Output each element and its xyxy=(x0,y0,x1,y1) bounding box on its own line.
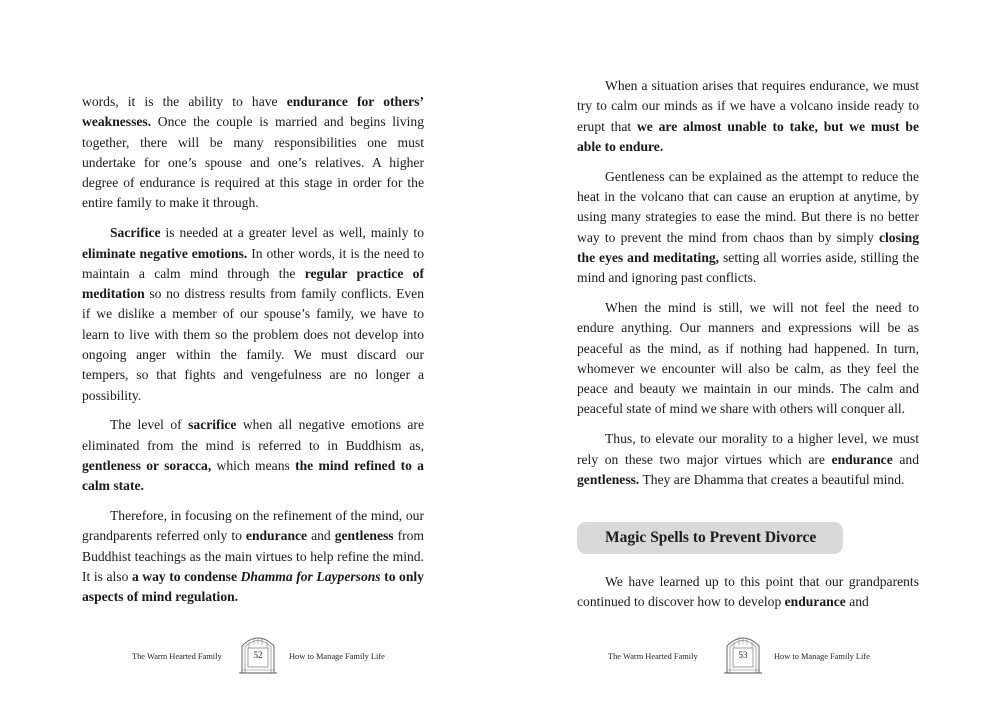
body-text: which means xyxy=(211,458,296,474)
bold-text: a way to condense xyxy=(131,569,241,585)
body-text: When the mind is still, we will not feel the need to endure anything. Our manners and expressions will be as peaceful as the mind, as if nothing had happened. In turn, whomever we encounter will also be calm, as they feel the peace and beauty we maintain in our minds. The calm and peaceful state of mind we share with others will conquer all. xyxy=(577,299,919,417)
bold-text: sacrifice xyxy=(188,417,237,433)
body-text: so no distress results from family conflicts. Even if we dislike a member of our spouse’s family, we have to learn to live with them so the problem does not develop into ongoing anger within the family. We must discard our tempers, so that fights and vengefulness are no longer a possibility. xyxy=(82,286,424,403)
paragraph xyxy=(82,92,424,214)
page-number-emblem xyxy=(724,632,762,674)
left-text-column xyxy=(82,92,424,617)
page-number-emblem xyxy=(239,632,277,674)
left-footer xyxy=(0,632,500,676)
paragraph xyxy=(82,415,424,496)
page-number: 53 xyxy=(738,650,748,660)
paragraph xyxy=(577,429,919,490)
paragraph xyxy=(82,223,424,406)
body-text: In other words, it is the need to maintain a calm mind through the xyxy=(82,245,424,281)
body-text: Therefore, in focusing on the refinement of the mind, our grandparents referred only to xyxy=(82,508,424,544)
paragraph xyxy=(577,76,919,157)
paragraph xyxy=(577,572,919,613)
body-text: and xyxy=(892,451,920,467)
bold-text: closing the eyes and meditating, xyxy=(577,229,919,265)
footer-book-title: The Warm Hearted Family xyxy=(132,652,222,661)
right-page xyxy=(500,0,1000,707)
body-text: Gentleness can be explained as the attempt to reduce the heat in the volcano that can cause an eruption at anytime, by using many strategies to ease the mind. But there is no better way to prevent the mind from chaos than by simply xyxy=(577,168,919,245)
bold-text: endurance xyxy=(245,528,308,544)
bold-text: the mind refined to a calm state. xyxy=(82,458,424,494)
bold-text: gentleness. xyxy=(577,471,640,487)
body-text: from Buddhist teachings as the main virtues to help refine the mind. It is also xyxy=(82,528,425,585)
bold-text: regular practice of meditation xyxy=(82,265,424,302)
body-text: Thus, to elevate our morality to a higher level, we must rely on these two major virtues which are xyxy=(577,431,919,467)
body-text: is needed at a greater level as well, mainly to xyxy=(160,225,424,241)
bold-text: endurance for others’ weaknesses. xyxy=(82,94,424,130)
body-text: Once the couple is married and begins living together, there will be many responsibilities one must undertake for one’s spouse and one’s relatives. A higher degree of endurance is required at this stage in order for the entire family to make it through. xyxy=(82,114,424,211)
body-text: and xyxy=(845,594,869,610)
bold-text: gentleness or soracca, xyxy=(82,458,212,474)
body-text: We have learned up to this point that our grandparents continued to discover how to develop xyxy=(577,574,919,610)
body-text: The level of xyxy=(110,417,189,433)
bold-text: eliminate negative emotions. xyxy=(82,245,248,261)
bold-text: endurance xyxy=(784,594,846,610)
body-text: When a situation arises that requires endurance, we must try to calm our minds as if we have a volcano inside ready to erupt that xyxy=(577,78,919,134)
body-text: setting all worries aside, stilling the mind and ignoring past conflicts. xyxy=(577,249,919,286)
body-text: and xyxy=(307,528,335,544)
page-number: 52 xyxy=(253,650,263,660)
bold-text: gentleness xyxy=(334,528,394,544)
paragraph xyxy=(577,167,919,289)
right-footer xyxy=(500,632,1000,676)
paragraph xyxy=(82,506,424,607)
bold-text: Dhamma for Laypersons xyxy=(240,569,381,585)
body-text: words, it is the ability to have xyxy=(82,94,287,109)
footer-book-title: The Warm Hearted Family xyxy=(608,652,698,661)
section-heading: Magic Spells to Prevent Divorce xyxy=(577,522,843,554)
bold-text: Sacrifice xyxy=(110,225,161,241)
body-text: when all negative emotions are eliminated from the mind is referred to in Buddhism as, xyxy=(82,417,424,453)
footer-chapter-title: How to Manage Family Life xyxy=(289,652,385,661)
body-text: They are Dhamma that creates a beautiful mind. xyxy=(639,471,905,487)
paragraph xyxy=(577,298,919,420)
bold-text: endurance xyxy=(831,451,893,467)
bold-text: to only aspects of mind regulation. xyxy=(82,569,424,605)
footer-chapter-title: How to Manage Family Life xyxy=(774,652,870,661)
bold-text: we are almost unable to take, but we must be able to endure. xyxy=(577,118,919,154)
right-text-column xyxy=(577,76,919,622)
